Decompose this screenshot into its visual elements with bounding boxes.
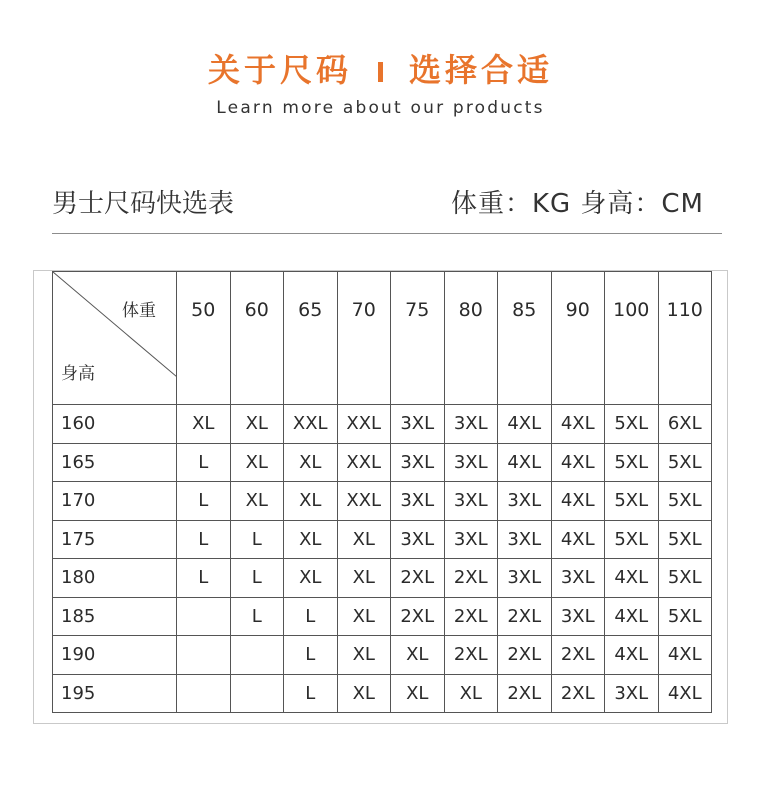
size-cell: XXL: [337, 443, 391, 482]
size-cell: XL: [391, 636, 445, 675]
hero-title: [0, 50, 761, 90]
size-cell: [177, 597, 231, 636]
weight-header-cell: 100: [605, 272, 659, 405]
weight-header-cell: 65: [284, 272, 338, 405]
table-row: [53, 443, 712, 482]
size-cell: XL: [230, 443, 284, 482]
size-cell: 2XL: [551, 674, 605, 713]
size-cell: 6XL: [658, 405, 712, 444]
size-cell: L: [177, 482, 231, 521]
size-cell: 3XL: [498, 520, 552, 559]
weight-header-cell: 60: [230, 272, 284, 405]
size-cell: 3XL: [444, 443, 498, 482]
size-cell: XL: [391, 674, 445, 713]
size-cell: 2XL: [498, 674, 552, 713]
size-cell: 3XL: [444, 482, 498, 521]
table-row: [53, 559, 712, 598]
size-cell: XL: [444, 674, 498, 713]
size-cell: 2XL: [498, 597, 552, 636]
size-cell: XL: [337, 597, 391, 636]
size-cell: 3XL: [391, 520, 445, 559]
size-cell: L: [284, 597, 338, 636]
size-cell: XL: [230, 482, 284, 521]
height-label-cell: 165: [53, 443, 177, 482]
size-cell: 5XL: [658, 597, 712, 636]
size-cell: 4XL: [551, 520, 605, 559]
size-cell: L: [230, 559, 284, 598]
size-cell: 5XL: [658, 520, 712, 559]
size-cell: XL: [337, 559, 391, 598]
size-cell: XL: [337, 520, 391, 559]
table-row: [53, 674, 712, 713]
size-cell: 5XL: [658, 482, 712, 521]
size-cell: 4XL: [605, 597, 659, 636]
table-row: [53, 520, 712, 559]
size-cell: L: [284, 674, 338, 713]
size-cell: 3XL: [391, 443, 445, 482]
size-cell: XL: [284, 443, 338, 482]
weight-header-cell: 50: [177, 272, 231, 405]
weight-header-row: [53, 272, 712, 405]
size-cell: 3XL: [498, 482, 552, 521]
table-row: [53, 405, 712, 444]
size-cell: 4XL: [658, 674, 712, 713]
weight-header-cell: 75: [391, 272, 445, 405]
size-cell: XXL: [284, 405, 338, 444]
height-label-cell: 185: [53, 597, 177, 636]
table-title: 男士尺码快选表: [52, 189, 235, 219]
size-cell: 4XL: [551, 405, 605, 444]
size-cell: 2XL: [391, 597, 445, 636]
size-cell: L: [177, 559, 231, 598]
size-cell: 3XL: [551, 597, 605, 636]
hero-title-right: 选择合适: [409, 51, 554, 89]
size-chart-table: [52, 271, 712, 713]
size-cell: XL: [284, 559, 338, 598]
height-label-cell: 180: [53, 559, 177, 598]
hero-header: [0, 50, 761, 118]
height-label-cell: 190: [53, 636, 177, 675]
size-cell: 3XL: [605, 674, 659, 713]
size-cell: 4XL: [498, 405, 552, 444]
size-cell: XL: [284, 482, 338, 521]
corner-cell: [53, 272, 177, 405]
hero-title-left: 关于尺码: [207, 51, 352, 89]
size-cell: L: [177, 520, 231, 559]
size-cell: XL: [337, 674, 391, 713]
size-cell: 2XL: [551, 636, 605, 675]
size-cell: XL: [177, 405, 231, 444]
size-cell: [230, 674, 284, 713]
table-row: [53, 482, 712, 521]
table-row: [53, 636, 712, 675]
size-cell: L: [230, 520, 284, 559]
size-cell: XL: [337, 636, 391, 675]
size-cell: 4XL: [551, 443, 605, 482]
size-cell: 3XL: [444, 520, 498, 559]
size-cell: 2XL: [444, 597, 498, 636]
size-cell: 4XL: [551, 482, 605, 521]
size-cell: 3XL: [498, 559, 552, 598]
height-label-cell: 195: [53, 674, 177, 713]
corner-height-label: 身高: [61, 364, 95, 384]
size-cell: [177, 636, 231, 675]
size-cell: L: [177, 443, 231, 482]
size-cell: 3XL: [391, 405, 445, 444]
weight-header-cell: 80: [444, 272, 498, 405]
size-cell: 5XL: [605, 482, 659, 521]
size-cell: [230, 636, 284, 675]
size-cell: XXL: [337, 405, 391, 444]
weight-header-cell: 85: [498, 272, 552, 405]
table-units: 体重：KG 身高：CM: [450, 189, 704, 219]
size-cell: L: [230, 597, 284, 636]
weight-header-cell: 110: [658, 272, 712, 405]
size-cell: XXL: [337, 482, 391, 521]
size-cell: 5XL: [605, 520, 659, 559]
height-label-cell: 175: [53, 520, 177, 559]
size-cell: 2XL: [498, 636, 552, 675]
size-cell: 5XL: [605, 443, 659, 482]
height-label-cell: 160: [53, 405, 177, 444]
weight-header-cell: 70: [337, 272, 391, 405]
size-cell: 4XL: [658, 636, 712, 675]
size-cell: L: [284, 636, 338, 675]
table-row: [53, 597, 712, 636]
size-cell: 4XL: [498, 443, 552, 482]
size-cell: 2XL: [444, 559, 498, 598]
size-cell: 5XL: [658, 559, 712, 598]
size-cell: [177, 674, 231, 713]
weight-header-cell: 90: [551, 272, 605, 405]
size-cell: 3XL: [551, 559, 605, 598]
size-cell: 2XL: [444, 636, 498, 675]
size-cell: 5XL: [658, 443, 712, 482]
hero-subtitle: Learn more about our products: [216, 98, 545, 118]
height-label-cell: 170: [53, 482, 177, 521]
size-cell: 4XL: [605, 559, 659, 598]
size-cell: 5XL: [605, 405, 659, 444]
size-cell: XL: [230, 405, 284, 444]
title-divider: [378, 62, 383, 82]
table-heading: [52, 183, 722, 234]
size-cell: 3XL: [391, 482, 445, 521]
size-cell: 2XL: [391, 559, 445, 598]
size-cell: XL: [284, 520, 338, 559]
size-cell: 4XL: [605, 636, 659, 675]
corner-weight-label: 体重: [122, 301, 156, 321]
size-cell: 3XL: [444, 405, 498, 444]
